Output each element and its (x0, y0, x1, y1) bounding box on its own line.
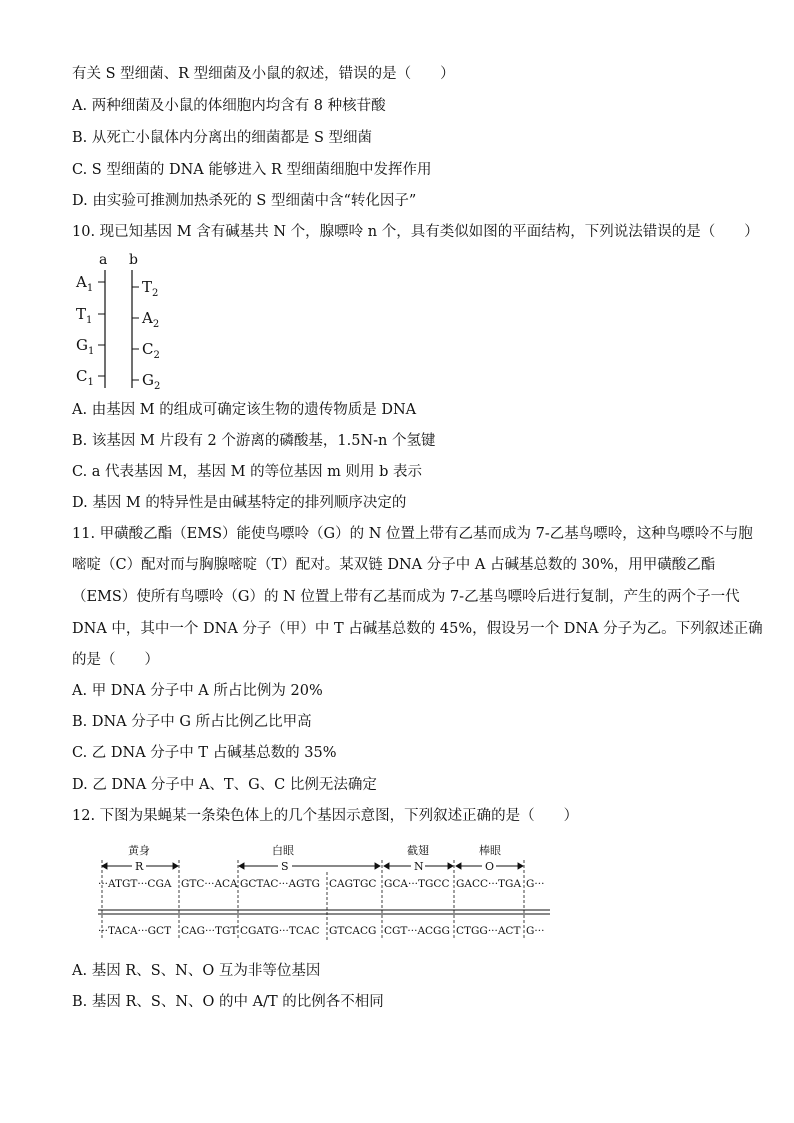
question-10-option-a: A. 由基因 M 的组成可确定该生物的遗传物质是 DNA (72, 402, 417, 418)
base-t2: T (142, 278, 153, 296)
top-seq-r: ···ATGT···CGA (98, 878, 172, 890)
question-10-option-b: B. 该基因 M 片段有 2 个游离的磷酸基，1.5N-n 个氢键 (72, 433, 436, 449)
question-10-option-c: C. a 代表基因 M，基因 M 的等位基因 m 则用 b 表示 (72, 464, 423, 480)
svg-text:G1 (76, 336, 94, 357)
bottom-seq-o: CTGG···ACT (456, 925, 521, 937)
gene-trait-bar-eye: 棒眼 (479, 844, 501, 857)
gene-symbol-s: S (281, 860, 289, 873)
bottom-seq-spacer-1: CAG···TGT (181, 925, 238, 937)
top-seq-spacer-1: GTC···ACA (181, 878, 238, 890)
question-11-stem-line-5: 的是（ ） (72, 652, 159, 668)
question-11-option-a: A. 甲 DNA 分子中 A 所占比例为 20% (72, 683, 323, 699)
base-c2: C (142, 340, 154, 358)
svg-text:T2 (142, 278, 158, 299)
base-g1-sub: 1 (87, 346, 95, 357)
dna-strand-figure (72, 250, 192, 395)
base-a1: A (76, 273, 87, 291)
question-12-stem: 12. 下图为果蝇某一条染色体上的几个基因示意图，下列叙述正确的是（ ） (72, 808, 579, 824)
base-a2-sub: 2 (152, 319, 160, 330)
question-9-stem: 有关 S 型细菌、R 型细菌及小鼠的叙述，错误的是（ ） (72, 66, 455, 82)
top-seq-end: G··· (526, 878, 545, 890)
top-seq-n: GCA···TGCC (384, 878, 450, 890)
double-strand-lines (98, 910, 550, 914)
question-11-option-c: C. 乙 DNA 分子中 T 占碱基总数的 35% (72, 745, 337, 761)
base-a1-sub: 1 (86, 283, 94, 294)
top-seq-o: GACC···TGA (456, 878, 522, 890)
gene-trait-yellow-body: 黄身 (128, 844, 150, 857)
gene-trait-white-eye: 白眼 (272, 844, 294, 857)
base-a2: A (142, 309, 153, 327)
chromosome-gene-figure (98, 842, 558, 942)
gene-labels (128, 843, 501, 857)
bottom-seq-n: CGT···ACGG (384, 925, 450, 937)
bottom-seq-spacer-2: GTCACG (329, 925, 377, 937)
question-10-stem: 10. 现已知基因 M 含有碱基共 N 个，腺嘌呤 n 个，具有类似如图的平面结构，下列说法错误的是（ ） (72, 224, 759, 240)
question-9-option-a: A. 两种细菌及小鼠的体细胞内均含有 8 种核苷酸 (72, 98, 386, 114)
base-g2-sub: 2 (153, 381, 161, 392)
question-12-option-a: A. 基因 R、S、N、O 互为非等位基因 (72, 963, 321, 979)
question-11-stem-line-4: DNA 中，其中一个 DNA 分子（甲）中 T 占碱基总数的 45%，假设另一个 DNA 分子为乙。下列叙述正确 (72, 621, 763, 637)
question-9-option-b: B. 从死亡小鼠体内分离出的细菌都是 S 型细菌 (72, 130, 373, 146)
bottom-seq-s: CGATG···TCAC (240, 925, 320, 937)
bottom-seq-end: G··· (526, 925, 545, 937)
question-11-option-b: B. DNA 分子中 G 所占比例乙比甲高 (72, 714, 312, 730)
base-c2-sub: 2 (153, 350, 160, 361)
strand-b-bases (132, 278, 160, 392)
question-9-option-d: D. 由实验可推测加热杀死的 S 型细菌中含“转化因子” (72, 193, 417, 209)
bottom-strand-sequence (98, 925, 544, 937)
question-11-stem-line-3: （EMS）使所有鸟嘌呤（G）的 N 位置上带有乙基而成为 7-乙基鸟嘌呤后进行复制，产生的两个子一代 (72, 589, 740, 605)
bottom-seq-r: ···TACA···GCT (98, 925, 172, 937)
gene-symbol-o: O (485, 860, 495, 873)
gene-trait-cut-wing: 截翅 (407, 844, 429, 857)
strand-label-b: b (129, 252, 138, 268)
svg-text:G2 (142, 371, 160, 392)
strand-a-bases (75, 273, 105, 388)
top-seq-s: GCTAC···AGTG (240, 878, 320, 890)
question-11-stem-line-1: 11. 甲磺酸乙酯（EMS）能使鸟嘌呤（G）的 N 位置上带有乙基而成为 7-乙基鸟嘌呤，这种鸟嘌呤不与胞 (72, 526, 753, 542)
base-c1: C (76, 367, 88, 385)
top-seq-spacer-2: CAGTGC (329, 878, 377, 890)
svg-text:C2 (142, 340, 160, 361)
gene-arrows (102, 863, 523, 869)
top-strand-sequence (98, 878, 544, 890)
gene-symbol-n: N (414, 860, 424, 873)
base-t1: T (76, 305, 87, 323)
base-t1-sub: 1 (86, 315, 93, 326)
question-10-option-d: D. 基因 M 的特异性是由碱基特定的排列顺序决定的 (72, 495, 407, 511)
question-11-stem-line-2: 嘧啶（C）配对而与胸腺嘧啶（T）配对。某双链 DNA 分子中 A 占碱基总数的 30%，用甲磺酸乙酯 (72, 557, 716, 573)
base-c1-sub: 1 (87, 377, 94, 388)
svg-text:A1 (75, 273, 93, 294)
svg-text:C1 (76, 367, 94, 388)
gene-symbol-r: R (135, 860, 144, 873)
base-g2: G (142, 371, 154, 389)
base-g1: G (76, 336, 88, 354)
question-11-option-d: D. 乙 DNA 分子中 A、T、G、C 比例无法确定 (72, 777, 377, 793)
question-12-option-b: B. 基因 R、S、N、O 的中 A/T 的比例各不相同 (72, 994, 384, 1010)
base-t2-sub: 2 (152, 288, 159, 299)
svg-text:T1 (76, 305, 92, 326)
question-9-option-c: C. S 型细菌的 DNA 能够进入 R 型细菌细胞中发挥作用 (72, 162, 432, 178)
strand-label-a: a (99, 252, 108, 268)
svg-text:A2 (141, 309, 159, 330)
